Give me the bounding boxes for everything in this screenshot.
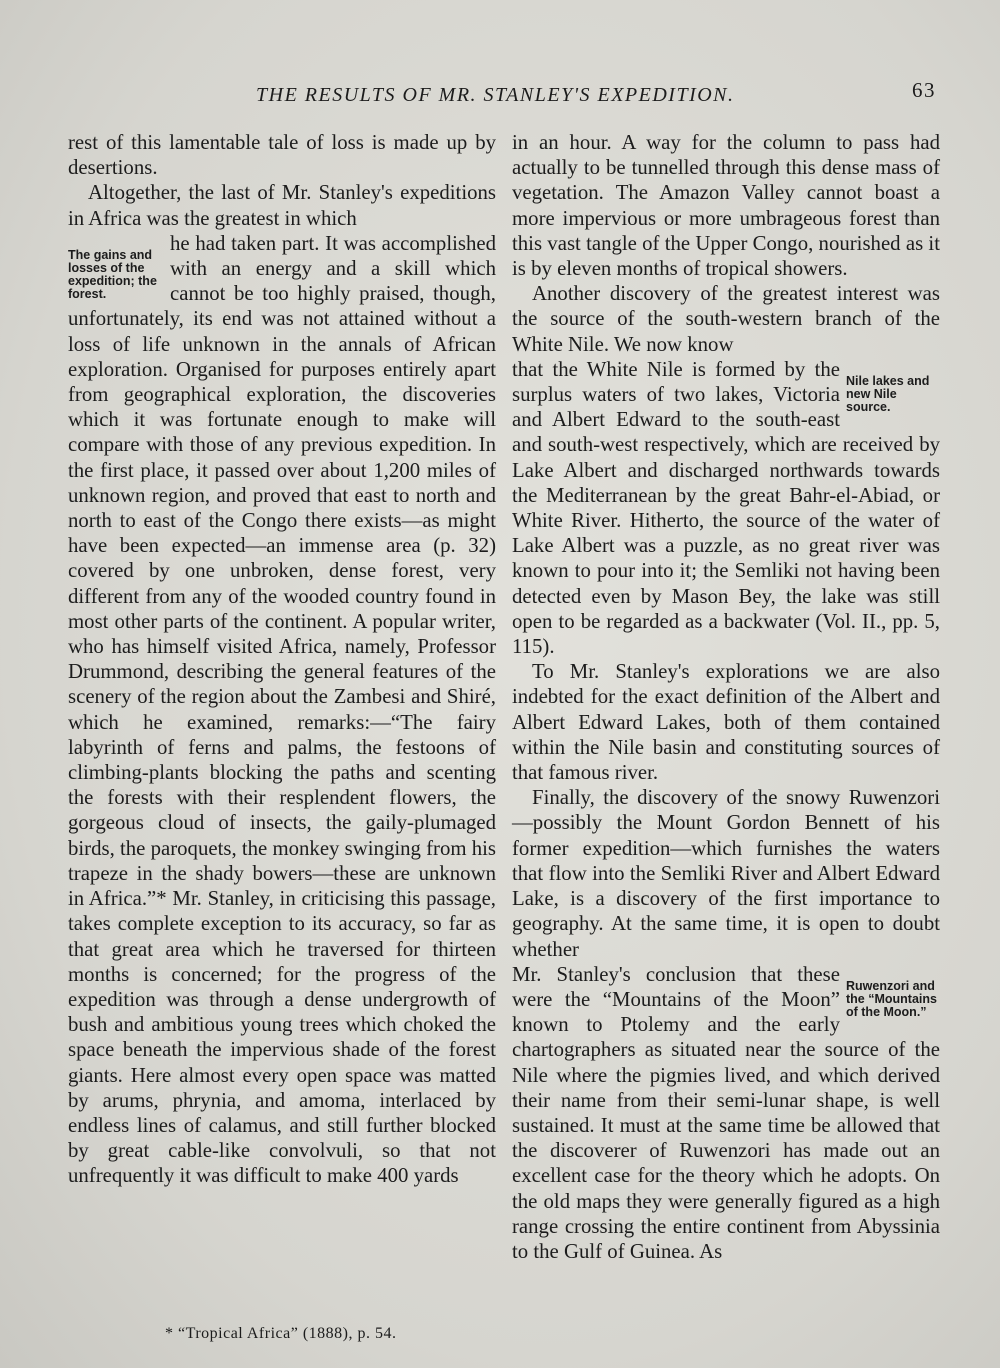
paragraph: Another discovery of the greatest interest was the source of the south-western branch of the White Nile. We now know xyxy=(512,282,940,356)
paragraph: in an hour. A way for the column to pass had actually to be tunnelled through this dense mass of vegetation. The Amazon Valley cannot boast a more impervious or more umbrageous forest than this vast tangle of the Upper Congo, nourished as it is by eleven months of tropical showers. xyxy=(512,131,940,281)
paragraph: he had taken part. It was accomplished with an energy and a skill which cannot be too highly praised, though, unfortunately, its end was not attained without a loss of life unknown in the annals of African exploration. Organised for purposes entirely apart from geographical exploration, the discoveries which it was fortunate enough to make will compare with those of any previous expedition. In the first place, it passed over about 1,200 miles of unknown region, and proved that east to north and north to east of the Congo there exists—as might have been expected—an immense area (p. 32) covered by one unbroken, dense forest, very different from any of the wooded country found in most other parts of the continent. A popular writer, who has himself visited Africa, namely, Professor Drummond, describing the general features of the scenery of the region about the Zambesi and Shiré, which he examined, remarks:—“The fairy labyrinth of ferns and palms, the festoons of climbing-plants blocking the paths and scenting the forests with their resplendent flowers, the gorgeous cloud of insects, the gaily-plumaged birds, the paroquets, the monkey swinging from his trapeze in the shady bowers—these are unknown in Africa.”* Mr. Stanley, in criticising this passage, takes complete exception to its accuracy, so far as that great area which he traversed for thirteen months is concerned; for the progress of the expedition was through a dense undergrowth of bush and ambitious young trees which choked the space beneath the impervious shade of the forest giants. Here almost every open space was matted by arums, phrynia, and amoma, interlaced by endless lines of calamus, and still further blocked by great cable-like convolvuli, so that not unfrequently it was difficult to make 400 yards xyxy=(68,231,497,1188)
paragraph: that the White Nile is formed by the surplus waters of two lakes, Victoria and Albert Edward to the south-east and south-west respectively, which are received by Lake Albert and discharged northwards towards the Mediterranean by the great Bahr-el-Abiad, or White River. Hitherto, the source of the water of Lake Albert was a puzzle, as no great river was known to pour into it; the Semliki not having been detected even by Mason Bey, the lake was still open to be regarded as a backwater (Vol. II., pp. 5, 115). xyxy=(512,357,940,659)
footnote: * “Tropical Africa” (1888), p. 54. xyxy=(165,1325,397,1342)
paragraph: rest of this lamentable tale of loss is made up by desertions. xyxy=(68,131,496,180)
running-title: THE RESULTS OF MR. STANLEY'S EXPEDITION. xyxy=(256,84,735,106)
marginal-note: The gains and losses of the expedition; the forest. xyxy=(68,247,157,301)
right-column xyxy=(512,130,940,1264)
paragraph: Altogether, the last of Mr. Stanley's expeditions in Africa was the greatest in which xyxy=(68,181,496,230)
paragraph: Finally, the discovery of the snowy Ruwenzori—possibly the Mount Gordon Bennett of his former expedition—which furnishes the waters that flow into the Semliki River and Albert Edward Lake, is a discovery of the first importance to geography. At the same time, it is open to doubt whether xyxy=(512,786,940,961)
page-number: 63 xyxy=(912,78,936,102)
marginal-note: Nile lakes and new Nile source. xyxy=(846,373,930,414)
marginal-note: Ruwenzori and the “Mountains of the Moon.” xyxy=(846,978,937,1019)
paragraph: Mr. Stanley's conclusion that these were the “Mountains of the Moon” known to Ptolemy and the early chartographers as situated near the source of the Nile where the pigmies lived, and which derived their name from their semi-lunar shape, is well sustained. It must at the same time be allowed that the discoverer of Ruwenzori has made out an excellent case for the theory which he adopts. On the old maps they were generally figured as a high range crossing the entire continent from Abyssinia to the Gulf of Guinea. As xyxy=(512,962,940,1263)
paragraph: To Mr. Stanley's explorations we are also indebted for the exact definition of the Albert and Albert Edward Lakes, both of them contained within the Nile basin and constituting sources of that famous river. xyxy=(512,660,940,785)
left-column xyxy=(68,130,496,1189)
